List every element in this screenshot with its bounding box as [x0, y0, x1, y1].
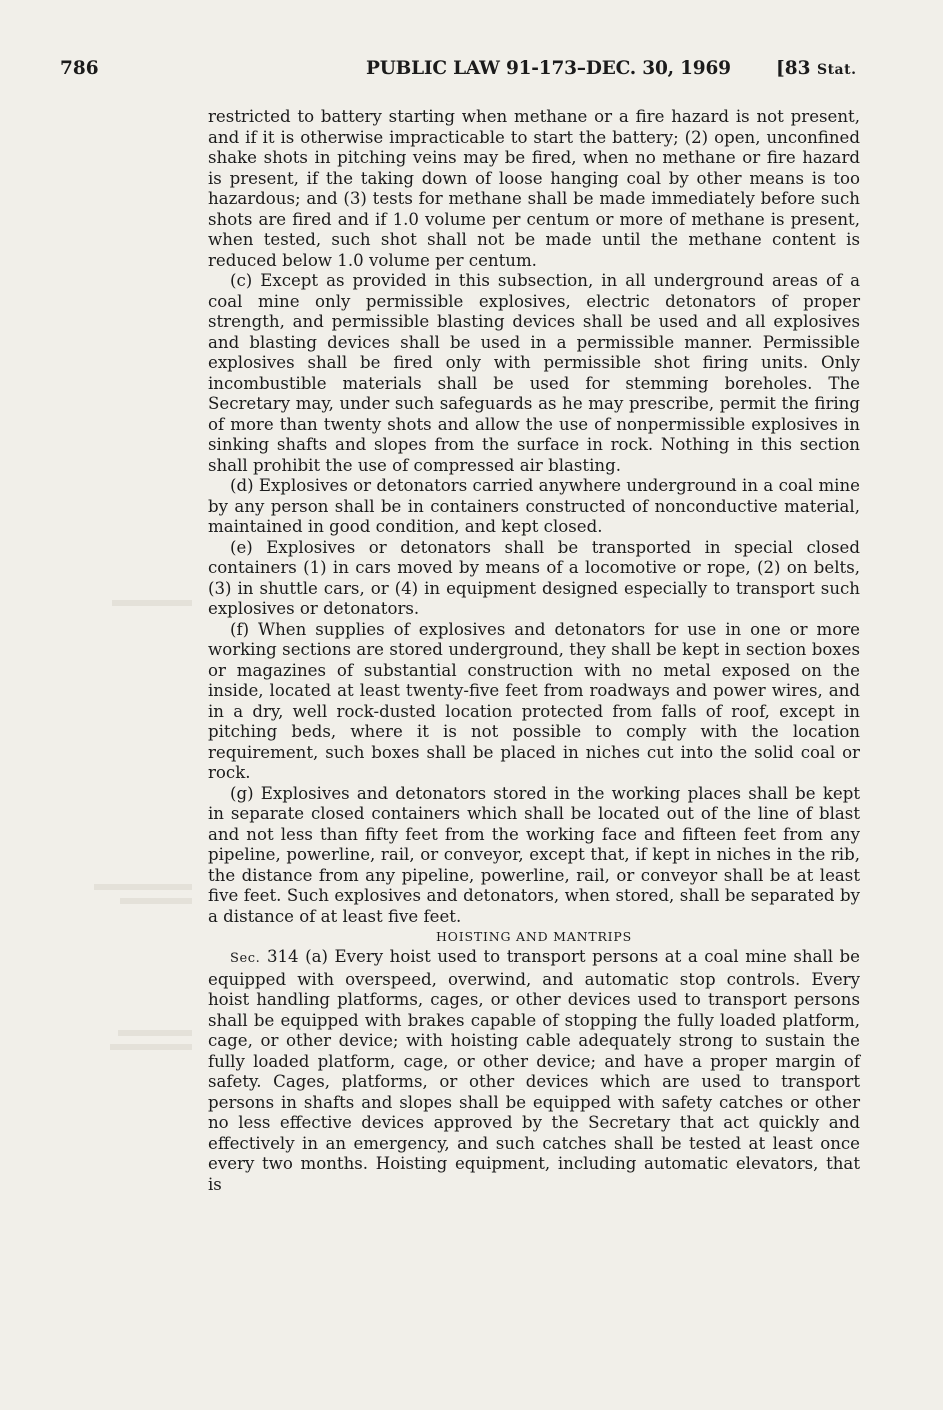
bleed-through-mark [94, 884, 192, 890]
bleed-through-mark [118, 1030, 192, 1036]
bleed-through-mark [120, 898, 192, 904]
running-title: PUBLIC LAW 91-173–DEC. 30, 1969 [366, 58, 731, 79]
paragraph-f: (f) When supplies of explosives and detonators for use in one or more working sections are stored underground, they shall be kept in section boxes or magazines of substantial construction with no metal exposed on the inside, located at least twenty-five feet from roadways and power wires, and in a dry, well rock-dusted location protected from falls of roof, except in pitching beds, where it is not possible to comply with the location requirement, such boxes shall be placed in niches cut into the solid coal or rock. [208, 619, 860, 782]
statute-reference [776, 58, 856, 79]
statute-label: Stat. [816, 62, 857, 78]
page-number: 786 [60, 58, 99, 79]
body-text [208, 107, 860, 1195]
page-header [0, 58, 943, 88]
paragraph-e: (e) Explosives or detonators shall be transported in special closed containers (1) in cars moved by means of a locomotive or rope, (2) on belts, (3) in shuttle cars, or (4) in equipment designed especially to transport such explosives or detonators. [208, 537, 860, 618]
section-label: Sec. [230, 951, 261, 966]
statute-volume: [83 [776, 58, 811, 79]
paragraph-c: (c) Except as provided in this subsection, in all underground areas of a coal mine only permissible explosives, electric detonators of proper strength, and permissible blasting devices shall be used and all explosives and blasting devices shall be used in a permissible manner. Permissible explosives shall be fired only with permissible shot firing units. Only incombustible materials shall be used for stemming boreholes. The Secretary may, under such safeguards as he may prescribe, permit the firing of more than twenty shots and allow the use of nonpermissible explosives in sinking shafts and slopes from the surface in rock. Nothing in this section shall prohibit the use of compressed air blasting. [208, 271, 860, 475]
section-314-paragraph [208, 947, 860, 1195]
section-heading: HOISTING AND MANTRIPS [435, 929, 632, 944]
paragraph-g: (g) Explosives and detonators stored in the working places shall be kept in separate closed containers which shall be located out of the line of blast and not less than fifty feet from the working face and fifteen feet from any pipeline, powerline, rail, or conveyor, except that, if kept in niches in the rib, the distance from any pipeline, powerline, rail, or conveyor shall be at least five feet. Such explosives and detonators, when stored, shall be separated by a distance of at least five feet. [208, 783, 860, 926]
paragraph-d: (d) Explosives or detonators carried anywhere underground in a coal mine by any person shall be in containers constructed of nonconductive material, maintained in good condition, and kept closed. [208, 476, 860, 536]
bleed-through-mark [110, 1044, 192, 1050]
paragraph-continued: restricted to battery starting when methane or a fire hazard is not present, and if it is otherwise impracticable to start the battery; (2) open, unconfined shake shots in pitching veins may be fired, when no methane or fire hazard is present, if the taking down of loose hanging coal by other means is too hazardous; and (3) tests for methane shall be made immediately before such shots are fired and if 1.0 volume per centum or more of methane is present, when tested, such shot shall not be made until the methane content is reduced below 1.0 volume per centum. [208, 107, 860, 270]
section-314-text: 314 (a) Every hoist used to transport persons at a coal mine shall be equipped with overspeed, overwind, and automatic stop controls. Every hoist handling platforms, cages, or other devices used to transport persons shall be equipped with brakes capable of stopping the fully loaded platform, cage, or other device; with hoisting cable adequately strong to sustain the fully loaded platform, cage, or other device; and have a proper margin of safety. Cages, platforms, or other devices which are used to transport persons in shafts and slopes shall be equipped with safety catches or other no less effective devices approved by the Secretary that act quickly and effectively in an emergency, and such catches shall be tested at least once every two months. Hoisting equipment, including automatic elevators, that is [208, 947, 860, 1194]
bleed-through-mark [112, 600, 192, 606]
